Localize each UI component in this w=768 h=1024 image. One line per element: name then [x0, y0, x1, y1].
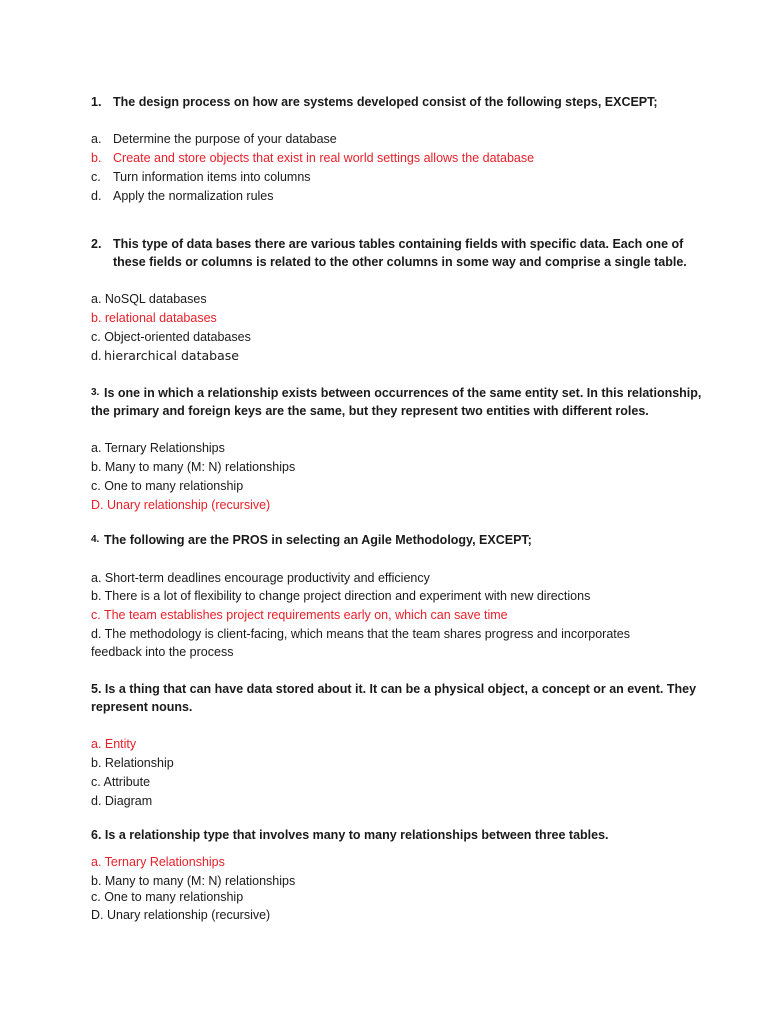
question-6-number: 6. [91, 828, 102, 842]
question-1-text: The design process on how are systems developed consist of the following steps, EXCEPT; [113, 95, 658, 109]
q6-option-c: c. One to many relationship [91, 890, 244, 904]
q2-option-d-letter: d. [91, 349, 102, 363]
q2-option-a: a. NoSQL databases [91, 292, 207, 306]
q4-option-d-line1: d. The methodology is client-facing, which means that the team shares progress and incorporates [91, 627, 630, 641]
q3-option-b: b. Many to many (M: N) relationships [91, 460, 296, 474]
q1-option-a: Determine the purpose of your database [113, 132, 337, 146]
question-4-text: The following are the PROS in selecting an Agile Methodology, EXCEPT; [104, 533, 532, 547]
question-5-text-line1 [91, 680, 696, 698]
question-2-text-line1: This type of data bases there are various tables containing fields with specific data. Each one of [113, 237, 684, 251]
q3-option-d-answer: D. Unary relationship (recursive) [91, 498, 271, 512]
q2-option-b-answer: b. relational databases [91, 311, 217, 325]
question-6-text: Is a relationship type that involves many to many relationships between three tables. [104, 828, 609, 842]
q4-option-b: b. There is a lot of flexibility to change project direction and experiment with new directions [91, 589, 591, 603]
q1-option-d-letter: d. [91, 189, 102, 203]
q3-option-c: c. One to many relationship [91, 479, 244, 493]
q1-option-b-answer: Create and store objects that exist in real world settings allows the database [113, 151, 535, 165]
q6-option-d: D. Unary relationship (recursive) [91, 908, 271, 922]
question-1-number: 1. [91, 95, 102, 109]
q5-option-d: d. Diagram [91, 794, 153, 808]
question-5-text: Is a thing that can have data stored about it. It can be a physical object, a concept or an event. They [104, 682, 697, 696]
question-2-number: 2. [91, 237, 102, 251]
q5-option-c: c. Attribute [91, 775, 151, 789]
q1-option-b-letter: b. [91, 151, 102, 165]
q4-option-a: a. Short-term deadlines encourage productivity and efficiency [91, 571, 430, 585]
question-3-number: 3. [91, 387, 100, 398]
q4-option-d-line2: feedback into the process [91, 645, 234, 659]
q6-option-b: b. Many to many (M: N) relationships [91, 874, 296, 888]
q1-option-a-letter: a. [91, 132, 102, 146]
q1-option-c: Turn information items into columns [113, 170, 311, 184]
q5-option-b: b. Relationship [91, 756, 174, 770]
question-6-text-line [91, 826, 609, 844]
q3-option-a: a. Ternary Relationships [91, 441, 225, 455]
q4-option-c-answer: c. The team establishes project requirements early on, which can save time [91, 608, 508, 622]
question-2-text-line2: these fields or columns is related to the other columns in some way and comprise a single table. [113, 255, 687, 269]
question-4-number: 4. [91, 534, 100, 545]
question-3-text-line1: Is one in which a relationship exists between occurrences of the same entity set. In this relationship, [104, 386, 702, 400]
q6-option-a-answer: a. Ternary Relationships [91, 855, 225, 869]
question-5-number: 5. [91, 682, 102, 696]
q5-option-a-answer: a. Entity [91, 737, 137, 751]
q1-option-c-letter: c. [91, 170, 101, 184]
q2-option-d: hierarchical database [104, 348, 239, 363]
q2-option-c: c. Object-oriented databases [91, 330, 251, 344]
q1-option-d: Apply the normalization rules [113, 189, 274, 203]
question-5-text-line2: represent nouns. [91, 700, 193, 714]
question-3-text-line2: the primary and foreign keys are the same, but they represent two entities with different roles. [91, 404, 649, 418]
